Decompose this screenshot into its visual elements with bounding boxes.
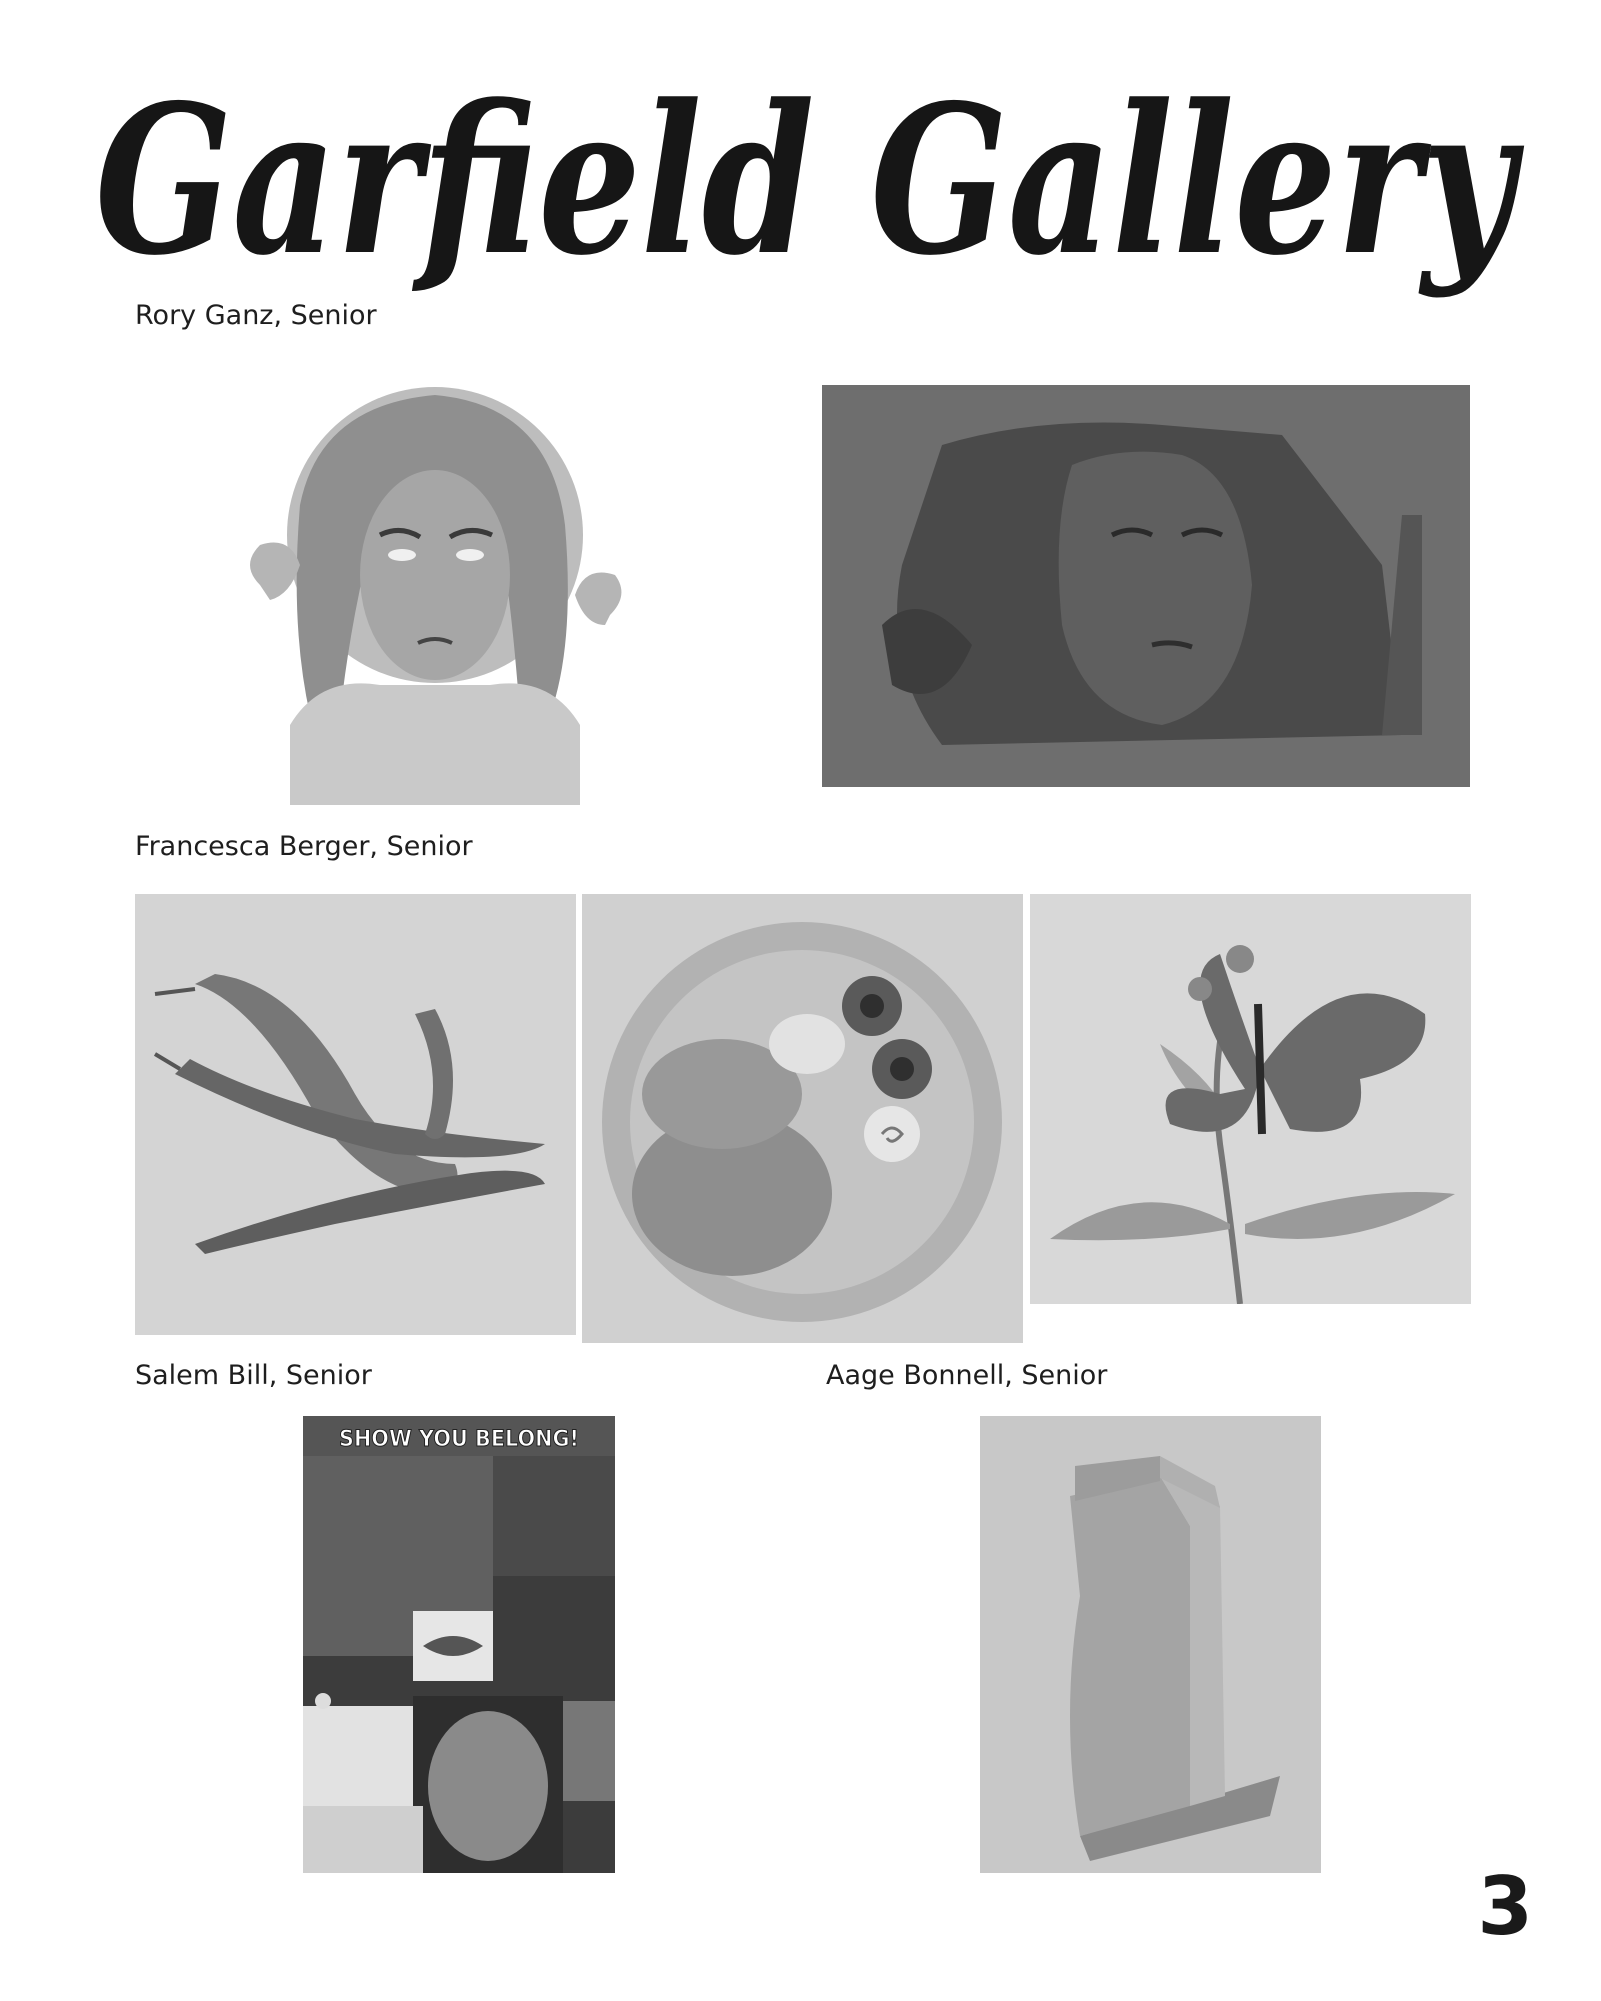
page-title-text: Garfield Gallery xyxy=(95,72,1525,301)
artist-caption-rory-ganz: Rory Ganz, Senior xyxy=(135,300,377,331)
artwork-monarch-butterfly xyxy=(1030,894,1471,1304)
artwork-paper-bag xyxy=(980,1416,1321,1873)
artist-caption-salem-bill: Salem Bill, Senior xyxy=(135,1360,372,1391)
artwork-angel-portrait xyxy=(230,385,630,805)
collage-banner-text: SHOW YOU BELONG! xyxy=(339,1427,579,1452)
artwork-chili-peppers xyxy=(135,894,576,1335)
artwork-collage xyxy=(303,1416,615,1873)
page-title xyxy=(85,72,1525,302)
artist-caption-francesca-berger: Francesca Berger, Senior xyxy=(135,831,473,862)
page-number: 3 xyxy=(1477,1860,1533,1953)
artist-caption-aage-bonnell: Aage Bonnell, Senior xyxy=(826,1360,1108,1391)
artwork-dark-portrait xyxy=(822,385,1470,787)
artwork-ramen-bowl xyxy=(582,894,1023,1343)
